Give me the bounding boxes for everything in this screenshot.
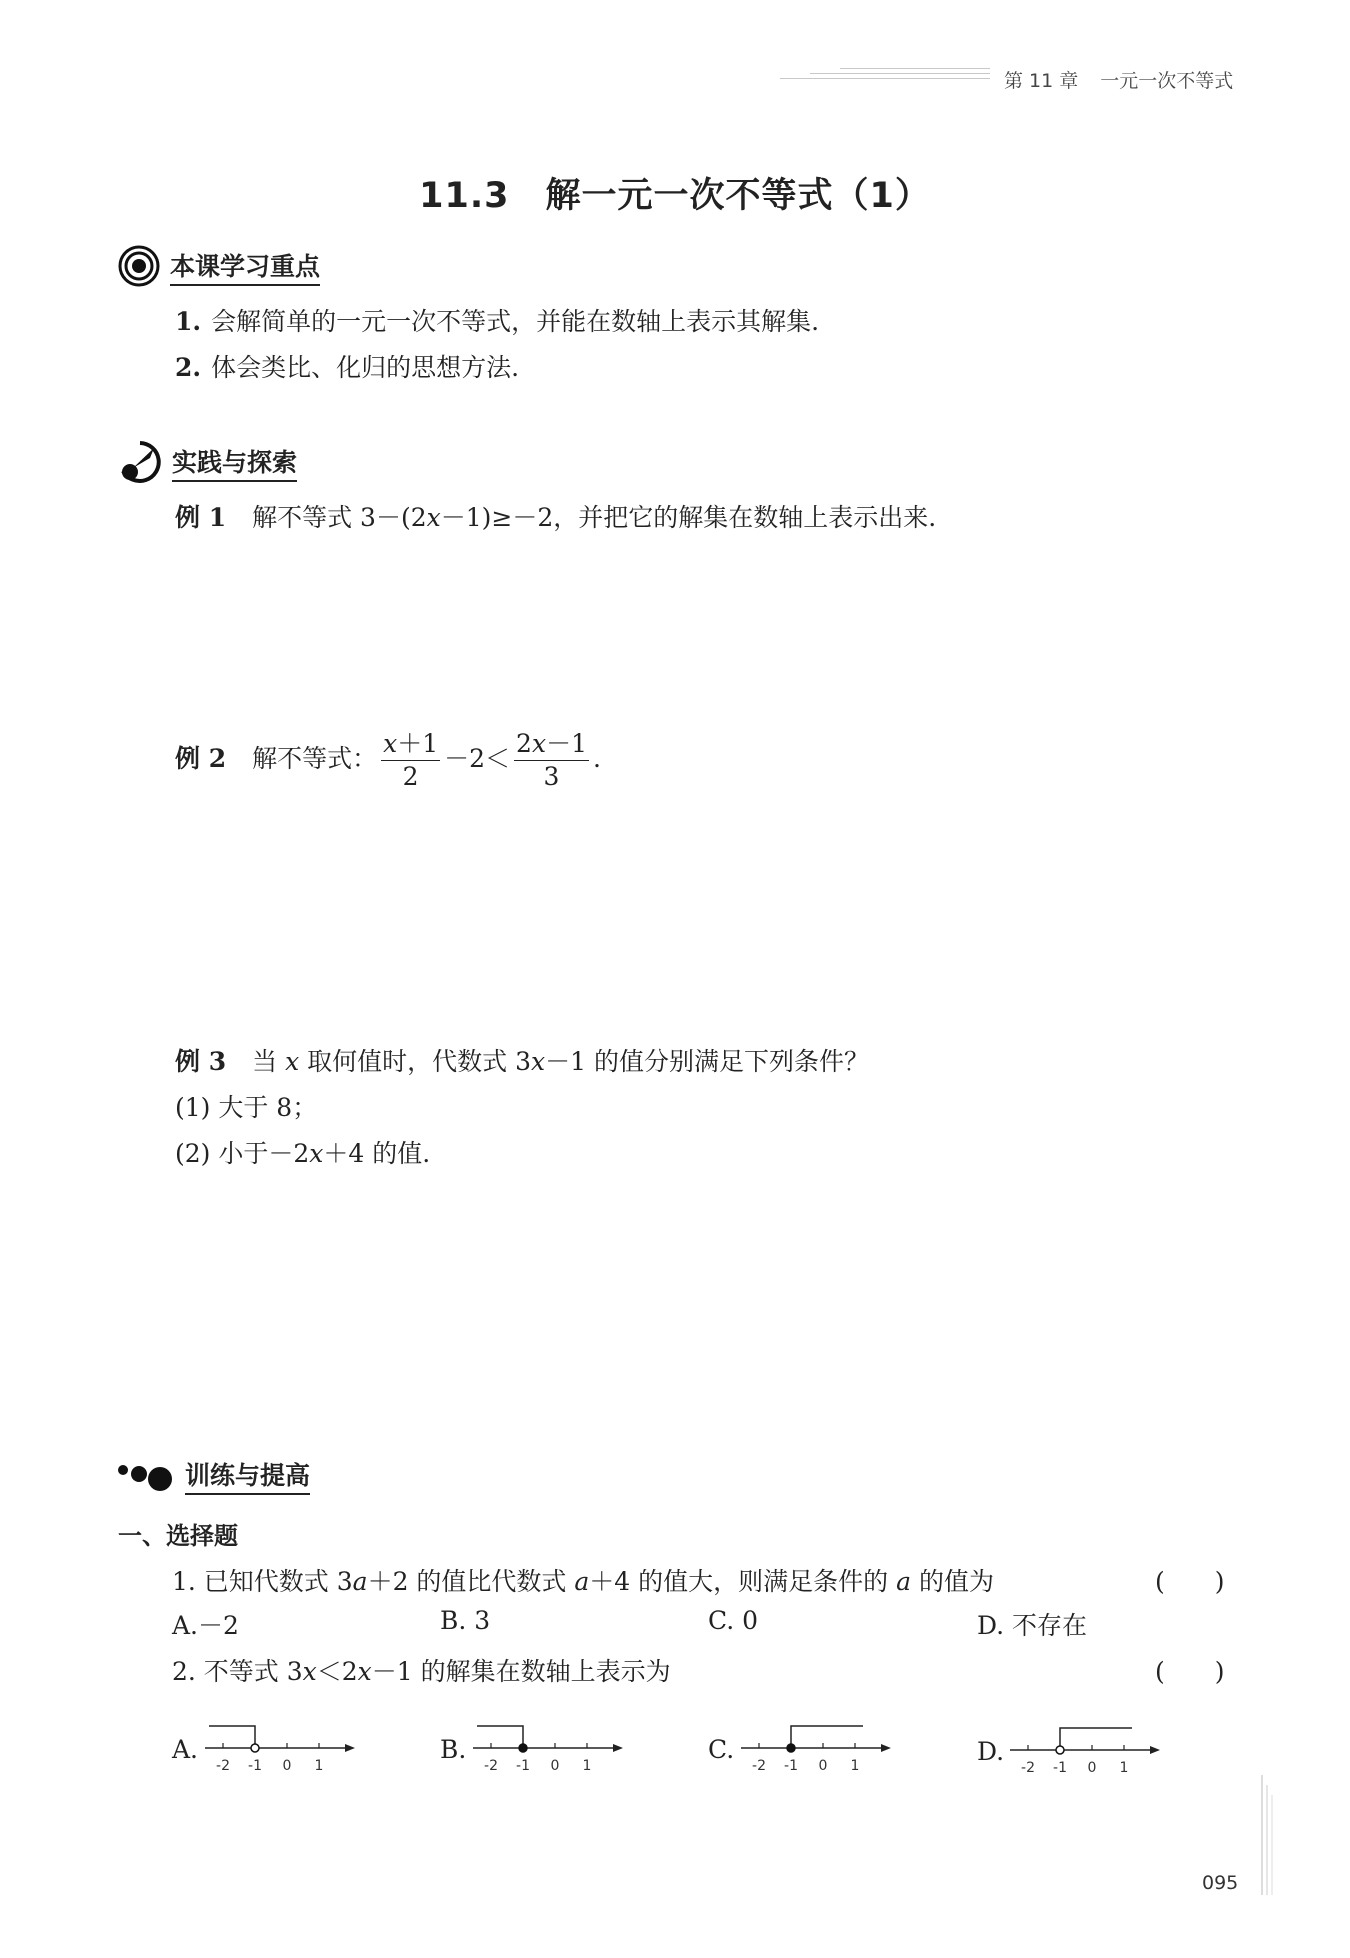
q2-option-a-label[interactable]: A. xyxy=(172,1735,199,1764)
tick-label: 1 xyxy=(850,1758,860,1774)
number-line-b[interactable] xyxy=(473,1710,633,1790)
example-3-part-2: (2) 小于－2x＋4 的值. xyxy=(175,1139,431,1168)
tick-label: -2 xyxy=(752,1758,766,1774)
running-header xyxy=(1004,66,1233,93)
chapter-number: 第 11 章 xyxy=(1004,70,1079,92)
header-rule xyxy=(780,68,990,88)
number-line-d[interactable] xyxy=(1010,1712,1170,1792)
part-heading: 一、选择题 xyxy=(118,1522,238,1550)
tick-label: 0 xyxy=(550,1758,560,1774)
dots-icon xyxy=(115,1458,175,1494)
example-3-part-1: (1) 大于 8； xyxy=(175,1093,318,1122)
tick-label: -1 xyxy=(516,1758,530,1774)
tick-label: -2 xyxy=(484,1758,498,1774)
q1-option-d[interactable]: D. 不存在 xyxy=(977,1611,1088,1640)
q1-option-b[interactable]: B. 3 xyxy=(440,1606,491,1635)
training-section-heading xyxy=(115,1456,310,1495)
q1-option-a[interactable]: A.－2 xyxy=(172,1611,239,1640)
q2-option-c-label[interactable]: C. xyxy=(708,1735,735,1764)
q1-option-c[interactable]: C. 0 xyxy=(708,1606,759,1635)
axis-arrow xyxy=(613,1744,623,1752)
tick-label: -1 xyxy=(1053,1760,1067,1776)
axis-arrow xyxy=(345,1744,355,1752)
answer-blank-2[interactable]: ( ) xyxy=(1155,1657,1225,1686)
tick-label: -2 xyxy=(216,1758,230,1774)
page-title xyxy=(0,168,1350,218)
target-icon xyxy=(118,245,160,287)
focus-item-2: 2. 体会类比、化归的思想方法. xyxy=(175,353,520,382)
practice-section-label: 实践与探索 xyxy=(172,443,297,482)
practice-section-heading xyxy=(118,440,297,484)
tick-label: -1 xyxy=(248,1758,262,1774)
number-line-c[interactable] xyxy=(741,1710,901,1790)
tick-label: 1 xyxy=(1119,1760,1129,1776)
focus-item-1: 1. 会解简单的一元一次不等式，并能在数轴上表示其解集. xyxy=(175,307,820,336)
tick-label: 0 xyxy=(1087,1760,1097,1776)
closed-point xyxy=(787,1744,795,1752)
section-title: 解一元一次不等式（1） xyxy=(545,176,931,216)
tick-label: 0 xyxy=(282,1758,292,1774)
tick-label: 0 xyxy=(818,1758,828,1774)
focus-section-heading xyxy=(118,245,320,287)
focus-section-label: 本课学习重点 xyxy=(170,247,320,286)
pen-compass-icon xyxy=(118,440,162,484)
solution-ray xyxy=(477,1726,523,1748)
margin-rule xyxy=(1258,1775,1278,1895)
page-number: 095 xyxy=(1202,1872,1239,1894)
solution-ray xyxy=(1060,1728,1132,1750)
question-2: 2. 不等式 3x＜2x－1 的解集在数轴上表示为 xyxy=(172,1657,671,1686)
question-1: 1. 已知代数式 3a＋2 的值比代数式 a＋4 的值大，则满足条件的 a 的值为 xyxy=(172,1567,994,1596)
q2-option-b-label[interactable]: B. xyxy=(440,1735,467,1764)
example-1: 例 1 解不等式 3－(2x－1)≥－2，并把它的解集在数轴上表示出来. xyxy=(175,503,937,532)
solution-ray xyxy=(791,1726,863,1748)
q2-option-d-label[interactable]: D. xyxy=(977,1737,1005,1766)
training-section-label: 训练与提高 xyxy=(185,1456,310,1495)
tick-label: -1 xyxy=(784,1758,798,1774)
number-line-a[interactable] xyxy=(205,1710,365,1790)
example-3: 例 3 当 x 取何值时，代数式 3x－1 的值分别满足下列条件？ xyxy=(175,1047,869,1076)
tick-label: 1 xyxy=(314,1758,324,1774)
closed-point xyxy=(519,1744,527,1752)
axis-arrow xyxy=(1150,1746,1160,1754)
example-2: 例 2 解不等式： $\frac{x+1}{2}$ －2＜ $\frac{2x-1}{3}$ . xyxy=(175,729,601,791)
answer-blank-1[interactable]: ( ) xyxy=(1155,1567,1225,1596)
open-point xyxy=(251,1744,259,1752)
fraction-1: $\frac{x+1}{2}$ xyxy=(383,729,439,791)
tick-label: 1 xyxy=(582,1758,592,1774)
section-number: 11.3 xyxy=(419,176,510,216)
solution-ray xyxy=(209,1726,255,1748)
chapter-title: 一元一次不等式 xyxy=(1100,70,1234,92)
tick-label: -2 xyxy=(1021,1760,1035,1776)
axis-arrow xyxy=(881,1744,891,1752)
fraction-2: $\frac{2x-1}{3}$ xyxy=(516,729,587,791)
open-point xyxy=(1056,1746,1064,1754)
